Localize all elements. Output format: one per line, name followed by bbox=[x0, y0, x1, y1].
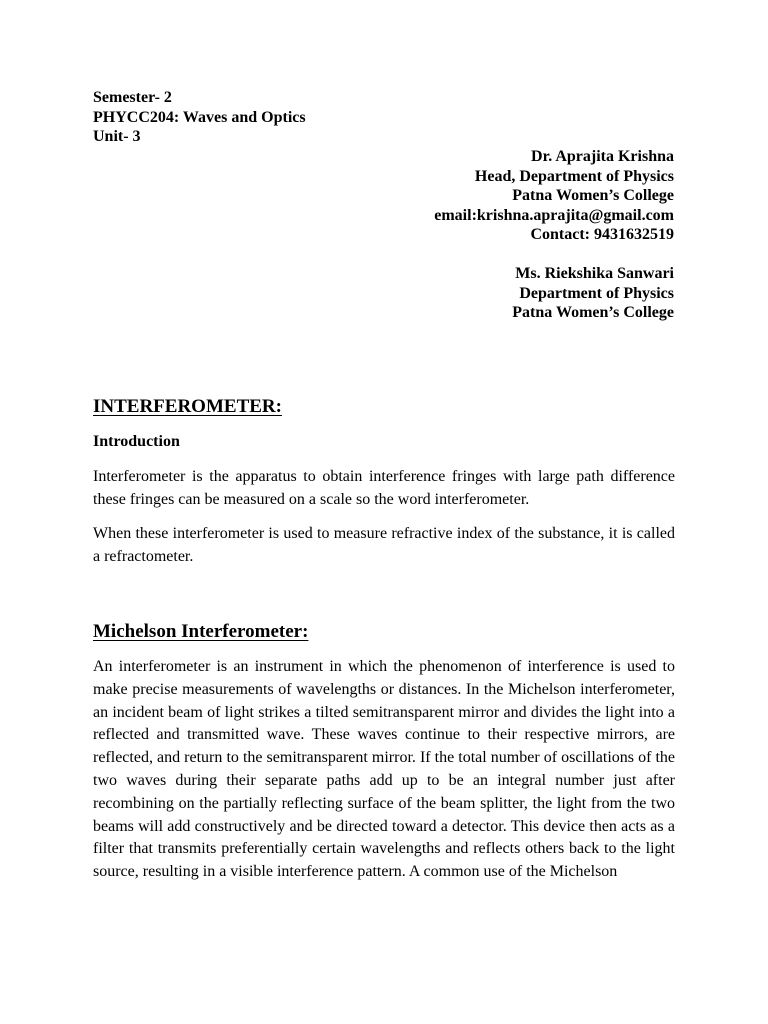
section-heading-michelson: Michelson Interferometer: bbox=[93, 621, 309, 642]
paper-title: PHYCC204: Waves and Optics bbox=[93, 108, 306, 126]
author-name: Dr. Aprajita Krishna bbox=[531, 148, 674, 165]
author-college: Patna Women’s College bbox=[512, 187, 674, 204]
author-block-secondary bbox=[512, 264, 674, 323]
coauthor-name: Ms. Riekshika Sanwari bbox=[515, 265, 674, 282]
author-contact: Contact: 9431632519 bbox=[530, 226, 674, 243]
coauthor-department: Department of Physics bbox=[519, 284, 674, 302]
course-info bbox=[93, 88, 306, 147]
author-block-primary bbox=[434, 147, 674, 245]
section-heading-interferometer: INTERFEROMETER: bbox=[93, 396, 282, 417]
intro-paragraph-1: Interferometer is the apparatus to obtain interference fringes with large path difference these fringes can be measured on a scale so the word interferometer. bbox=[93, 468, 675, 508]
intro-paragraph-2: When these interferometer is used to measure refractive index of the substance, it is called a refractometer. bbox=[93, 525, 675, 565]
author-email: email:krishna.aprajita@gmail.com bbox=[434, 206, 674, 224]
michelson-paragraph: An interferometer is an instrument in which the phenomenon of interference is used to make precise measurements of wavelengths or distances. In the Michelson interferometer, an incident beam of light strikes a tilted semitransparent mirror and divides the light into a reflected and transmitted wave. These waves continue to their respective mirrors, are reflected, and return to the semitransparent mirror. If the total number of oscillations of the two waves during their separate paths add up to be an integral number just after recombining on the partially reflecting surface of the beam splitter, the light from the two beams will add constructively and be directed toward a detector. This device then acts as a filter that transmits preferentially certain wavelengths and reflects others back to the light source, resulting in a visible interference pattern. A common use of the Michelson bbox=[93, 658, 675, 881]
subheading-introduction: Introduction bbox=[93, 433, 180, 450]
semester-label: Semester- 2 bbox=[93, 89, 172, 106]
unit-label: Unit- 3 bbox=[93, 128, 141, 145]
author-position: Head, Department of Physics bbox=[474, 167, 674, 185]
coauthor-college: Patna Women’s College bbox=[512, 304, 674, 321]
